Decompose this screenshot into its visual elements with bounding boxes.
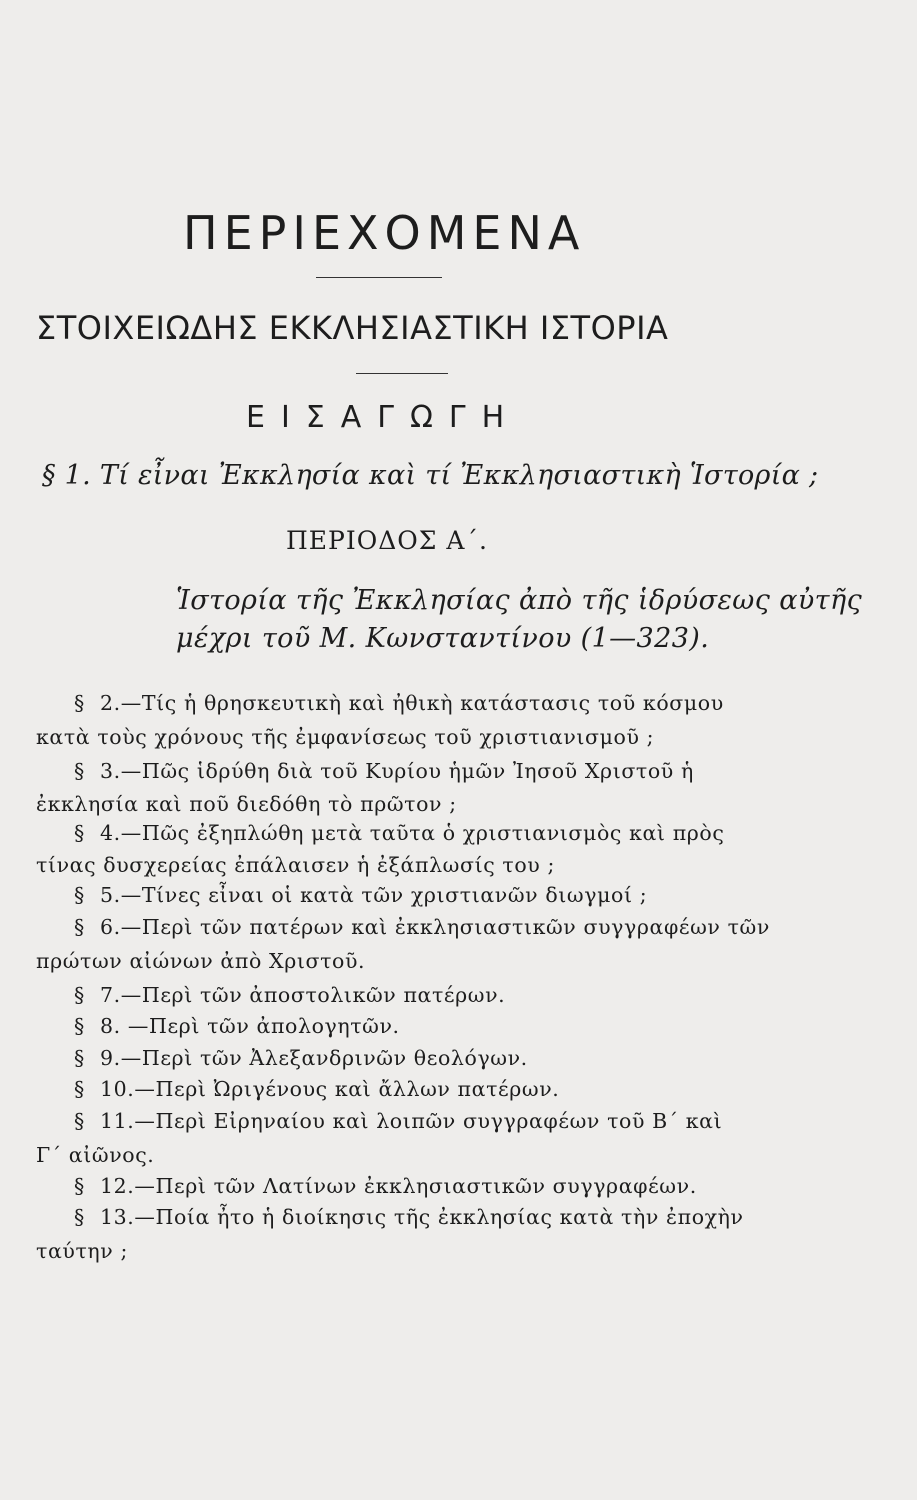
section-mark: § xyxy=(74,1205,85,1229)
section-mark: § xyxy=(74,821,85,845)
toc-entry-text: 12.—Περὶ τῶν Λατίνων ἐκκλησιαστικῶν συγγραφέων. xyxy=(100,1174,697,1198)
section-mark: § xyxy=(74,1109,85,1133)
toc-entry-8 xyxy=(74,1011,400,1041)
toc-entry-text: 13.—Ποία ἦτο ἡ διοίκησις τῆς ἐκκλησίας κατὰ τὴν ἐποχὴν xyxy=(100,1205,744,1229)
toc-entry-3-continuation: ἐκκλησία καὶ ποῦ διεδόθη τὸ πρῶτον ; xyxy=(36,792,457,816)
toc-entry-text: 8. —Περὶ τῶν ἀπολογητῶν. xyxy=(100,1014,400,1038)
toc-entry-text: 9.—Περὶ τῶν Ἀλεξανδρινῶν θεολόγων. xyxy=(100,1046,528,1070)
toc-entry-2-continuation: κατὰ τοὺς χρόνους τῆς ἐμφανίσεως τοῦ χριστιανισμοῦ ; xyxy=(36,725,655,749)
period-title-line-1: Ἱστορία τῆς Ἐκκλησίας ἀπὸ τῆς ἱδρύσεως αὐτῆς xyxy=(176,585,863,616)
toc-entry-11-continuation: Γ΄ αἰῶνος. xyxy=(36,1143,155,1167)
subtitle-divider xyxy=(356,373,448,374)
page-title: ΠΕΡΙΕΧΟΜΕΝΑ xyxy=(183,206,586,260)
toc-entry-text: 6.—Περὶ τῶν πατέρων καὶ ἐκκλησιαστικῶν συγγραφέων τῶν xyxy=(100,915,770,939)
toc-entry-6 xyxy=(74,912,770,942)
period-title-line-2: μέχρι τοῦ Μ. Κωνσταντίνου (1—323). xyxy=(176,623,710,654)
section-mark: § xyxy=(74,1014,85,1038)
toc-entry-11 xyxy=(74,1106,722,1136)
toc-entry-text: 2.—Τίς ἡ θρησκευτικὴ καὶ ἠθικὴ κατάστασις τοῦ κόσμου xyxy=(100,691,724,715)
toc-entry-4-continuation: τίνας δυσχερείας ἐπάλαισεν ἡ ἐξάπλωσίς του ; xyxy=(36,853,555,877)
toc-entry-4 xyxy=(74,818,724,848)
toc-entry-9 xyxy=(74,1043,528,1073)
section-mark: § xyxy=(74,1077,85,1101)
toc-entry-2 xyxy=(74,688,724,718)
toc-entry-3 xyxy=(74,756,694,786)
book-subtitle: ΣΤΟΙΧΕΙΩΔΗΣ ΕΚΚΛΗΣΙΑΣΤΙΚΗ ΙΣΤΟΡΙΑ xyxy=(36,309,669,347)
section-mark: § xyxy=(74,983,85,1007)
toc-entry-text: 3.—Πῶς ἱδρύθη διὰ τοῦ Κυρίου ἡμῶν Ἰησοῦ Χριστοῦ ἡ xyxy=(100,759,694,783)
toc-entry-7 xyxy=(74,980,505,1010)
section-mark: § xyxy=(74,691,85,715)
section-1-title: § 1. Τί εἶναι Ἐκκλησία καὶ τί Ἐκκλησιαστικὴ Ἱστορία ; xyxy=(42,460,819,491)
toc-entry-12 xyxy=(74,1171,697,1201)
toc-entry-6-continuation: πρώτων αἰώνων ἀπὸ Χριστοῦ. xyxy=(36,949,366,973)
toc-entry-13 xyxy=(74,1202,744,1232)
period-heading: ΠΕΡΙΟΔΟΣ Α΄. xyxy=(286,526,488,555)
title-divider xyxy=(316,277,442,278)
toc-entry-text: 4.—Πῶς ἐξηπλώθη μετὰ ταῦτα ὁ χριστιανισμὸς καὶ πρὸς xyxy=(100,821,725,845)
section-mark: § xyxy=(74,1174,85,1198)
toc-entry-13-continuation: ταύτην ; xyxy=(36,1239,128,1263)
section-mark: § xyxy=(74,759,85,783)
section-mark: § xyxy=(74,883,85,907)
section-mark: § xyxy=(74,915,85,939)
toc-entry-text: 5.—Τίνες εἶναι οἱ κατὰ τῶν χριστιανῶν διωγμοί ; xyxy=(100,883,648,907)
toc-entry-10 xyxy=(74,1074,559,1104)
toc-entry-text: 11.—Περὶ Εἰρηναίου καὶ λοιπῶν συγγραφέων τοῦ Β΄ καὶ xyxy=(100,1109,723,1133)
introduction-heading: ΕΙΣΑΓΩΓΗ xyxy=(246,400,521,435)
toc-entry-5 xyxy=(74,880,647,910)
section-mark: § xyxy=(74,1046,85,1070)
toc-entry-text: 10.—Περὶ Ὠριγένους καὶ ἄλλων πατέρων. xyxy=(100,1077,560,1101)
toc-entry-text: 7.—Περὶ τῶν ἀποστολικῶν πατέρων. xyxy=(100,983,506,1007)
